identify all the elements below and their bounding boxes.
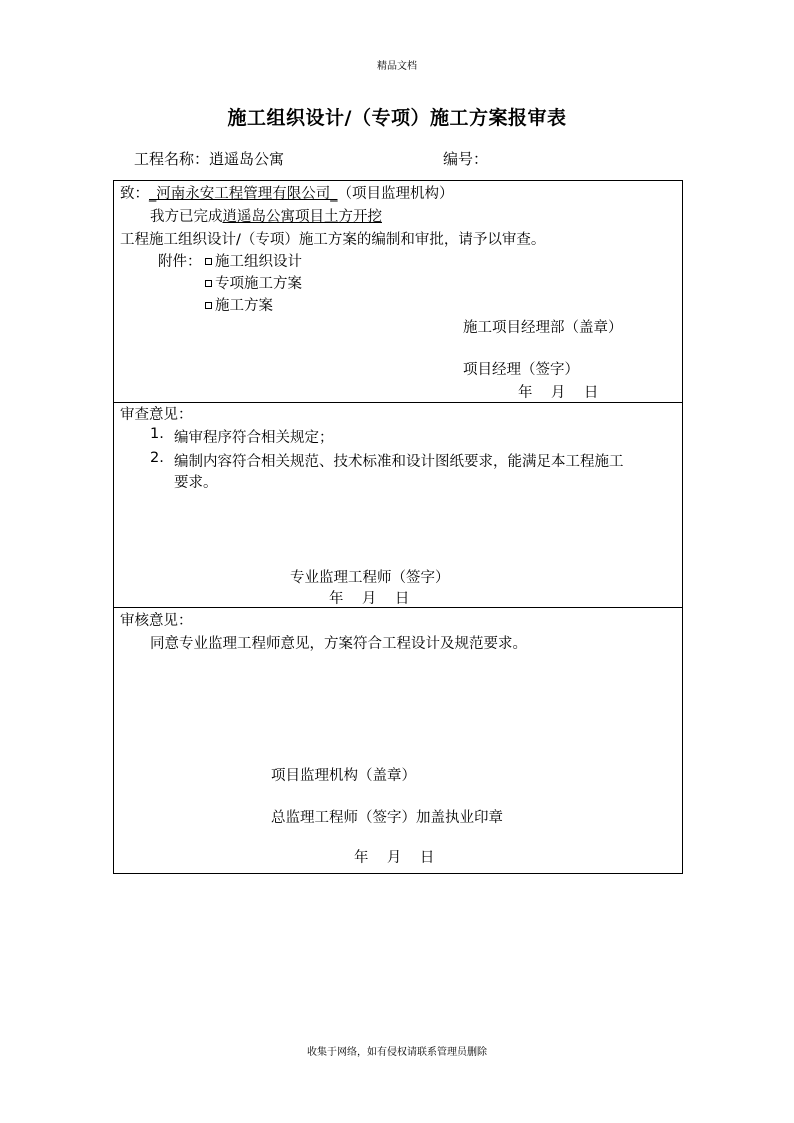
completed-prefix: 我方已完成 — [150, 209, 223, 225]
engineer-sign-label: 专业监理工程师（签字） — [290, 570, 450, 586]
review-form-table — [113, 180, 683, 874]
completed-item: 逍遥岛公寓项目土方开挖 — [222, 209, 382, 225]
attachment-label: 附件： — [158, 254, 202, 270]
section-divider — [114, 607, 682, 608]
attachment-item — [205, 272, 302, 293]
attachment-item — [205, 294, 273, 315]
approval-date: 年 月 日 — [354, 850, 435, 866]
addressee-line — [120, 182, 454, 203]
review-date: 年 月 日 — [329, 591, 410, 607]
review-item-continued: 要求。 — [174, 475, 218, 491]
checkbox-icon[interactable] — [205, 302, 212, 309]
addressee-org: _河南永安工程管理有限公司_ — [149, 186, 338, 202]
checkbox-icon[interactable] — [205, 258, 212, 265]
attachment-item — [205, 250, 302, 271]
review-item-number: 2. — [150, 450, 164, 466]
org-seal-label: 项目监理机构（盖章） — [271, 768, 416, 784]
approval-label: 审核意见： — [120, 613, 193, 629]
project-name: 工程名称：逍遥岛公寓 — [134, 150, 285, 168]
addressee-prefix: 致： — [120, 186, 149, 202]
attachment-text: 施工方案 — [215, 298, 273, 314]
submission-date: 年 月 日 — [518, 385, 599, 401]
manager-sign-label: 项目经理（签字） — [463, 362, 579, 378]
approval-text: 同意专业监理工程师意见，方案符合工程设计及规范要求。 — [150, 636, 527, 652]
chief-sign-label: 总监理工程师（签字）加盖执业印章 — [271, 810, 503, 826]
section-divider — [114, 402, 682, 403]
footer-note: 收集于网络，如有侵权请联系管理员删除 — [307, 1047, 487, 1058]
attachment-text: 专项施工方案 — [215, 276, 302, 292]
review-item-text: 编制内容符合相关规范、技术标准和设计图纸要求，能满足本工程施工 — [174, 454, 624, 470]
request-text: 工程施工组织设计/（专项）施工方案的编制和审批，请予以审查。 — [120, 232, 546, 248]
review-item-number: 1. — [150, 426, 164, 442]
review-label: 审查意见： — [120, 407, 193, 423]
serial-number-label: 编号： — [443, 150, 489, 168]
completed-line — [150, 205, 382, 226]
page-title: 施工组织设计/（专项）施工方案报审表 — [227, 107, 567, 129]
review-item-text: 编审程序符合相关规定； — [174, 430, 334, 446]
dept-seal-label: 施工项目经理部（盖章） — [463, 320, 623, 336]
header-note: 精品文档 — [377, 61, 417, 72]
attachment-text: 施工组织设计 — [215, 254, 302, 270]
checkbox-icon[interactable] — [205, 280, 212, 287]
addressee-suffix: （项目监理机构） — [337, 186, 454, 202]
